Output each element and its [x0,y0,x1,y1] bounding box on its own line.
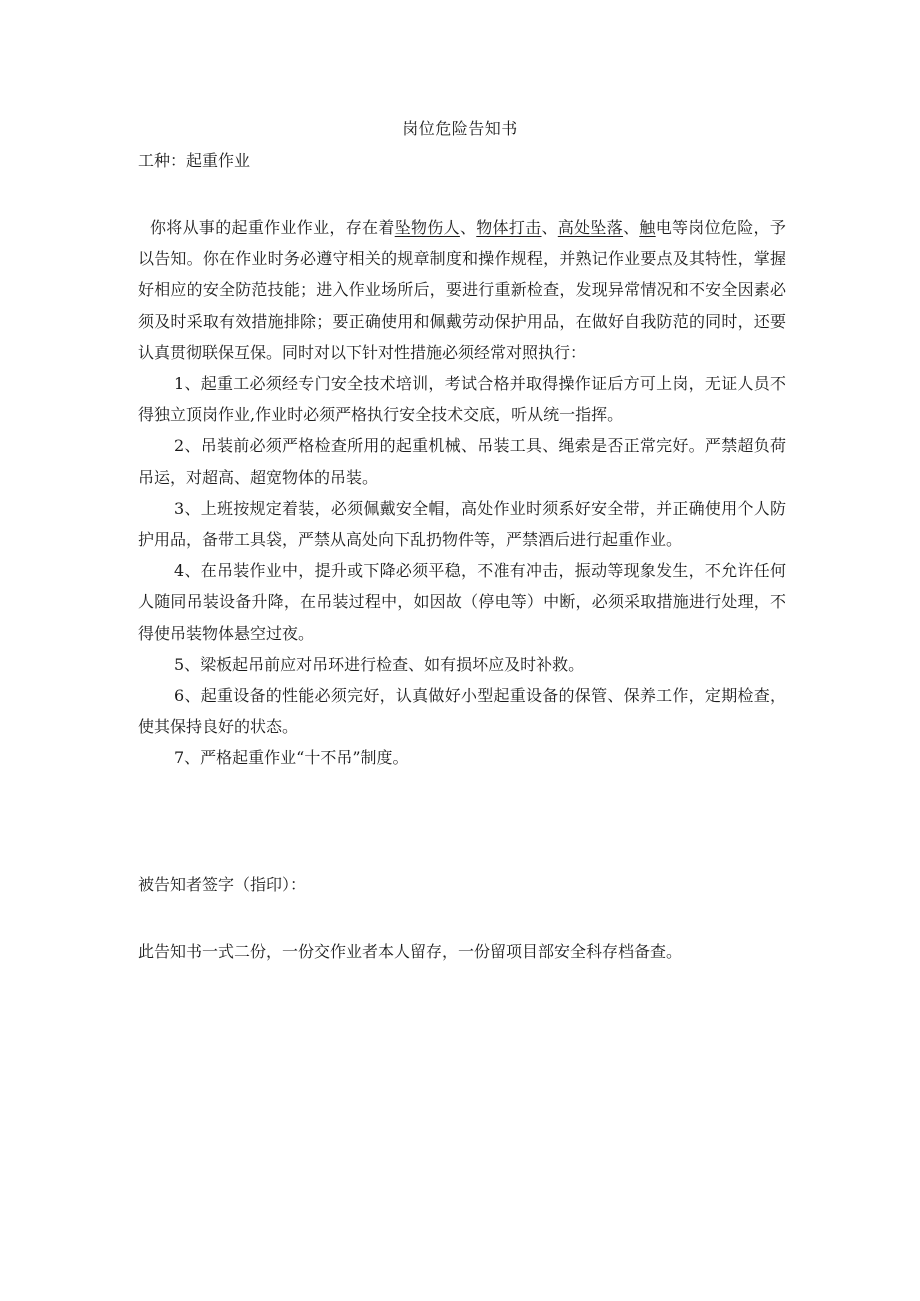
hazard-item: 坠物伤人 [394,218,460,237]
measure-item-7: 7、严格起重作业“十不吊”制度。 [174,748,409,768]
measure-item-1: 1、起重工必须经专门安全技术培训，考试合格并取得操作证后方可上岗，无证人员不得独立顶岗作业,作业时必须严格执行安全技术交底，听从统一指挥。 [138,374,786,425]
footer-note: 此告知书一式二份，一份交作业者本人留存，一份留项目部安全科存档备查。 [138,942,683,961]
hazard-item: 触 [639,218,656,237]
intro-paragraph [138,212,786,368]
measure-item-2: 2、吊装前必须严格检查所用的起重机械、吊装工具、绳索是否正常完好。严禁超负荷吊运，对超高、超宽物体的吊装。 [138,436,786,487]
work-type-value: 起重作业 [186,151,251,170]
hazard-item: 物体打击 [476,218,542,237]
hazard-separator: 、 [459,218,477,237]
work-type-label: 工种： [138,151,187,170]
measure-item-5: 5、梁板起吊前应对吊环进行检查、如有损坏应及时补救。 [174,654,585,674]
measure-item-4: 4、在吊装作业中，提升或下降必须平稳，不准有冲击，振动等现象发生，不允许任何人随同吊装设备升降，在吊装过程中，如因故（停电等）中断，必须采取措施进行处理，不得使吊装物体悬空过夜。 [138,561,786,643]
hazard-separator: 、 [623,218,640,237]
document-title: 岗位危险告知书 [402,119,518,138]
hazard-item: 高处坠落 [557,218,624,237]
work-type-line [138,148,250,171]
notice-body [138,212,786,774]
intro-suffix: 电等岗位危险，予以告知。你在作业时务必遵守相关的规章制度和操作规程，并熟记作业要点及其特性，掌握好相应的安全防范技能；进入作业场所后，要进行重新检查，发现异常情况和不安全因素必须及时采取有效措施排除；要正确使用和佩戴劳动保护用品，在做好自我防范的同时，还要认真贯彻联保互保。同时对以下针对性措施必须经常对照执行： [138,218,786,362]
hazard-separator: 、 [541,218,558,237]
measure-item-6: 6、起重设备的性能必须完好，认真做好小型起重设备的保管、保养工作，定期检查，使其保持良好的状态。 [138,686,786,737]
intro-prefix: 你将从事的起重作业作业，存在着 [150,218,395,237]
signature-label: 被告知者签字（指印）： [138,875,307,894]
measure-item-3: 3、上班按规定着装，必须佩戴安全帽，高处作业时须系好安全带，并正确使用个人防护用品，备带工具袋，严禁从高处向下乱扔物件等，严禁酒后进行起重作业。 [138,498,786,550]
